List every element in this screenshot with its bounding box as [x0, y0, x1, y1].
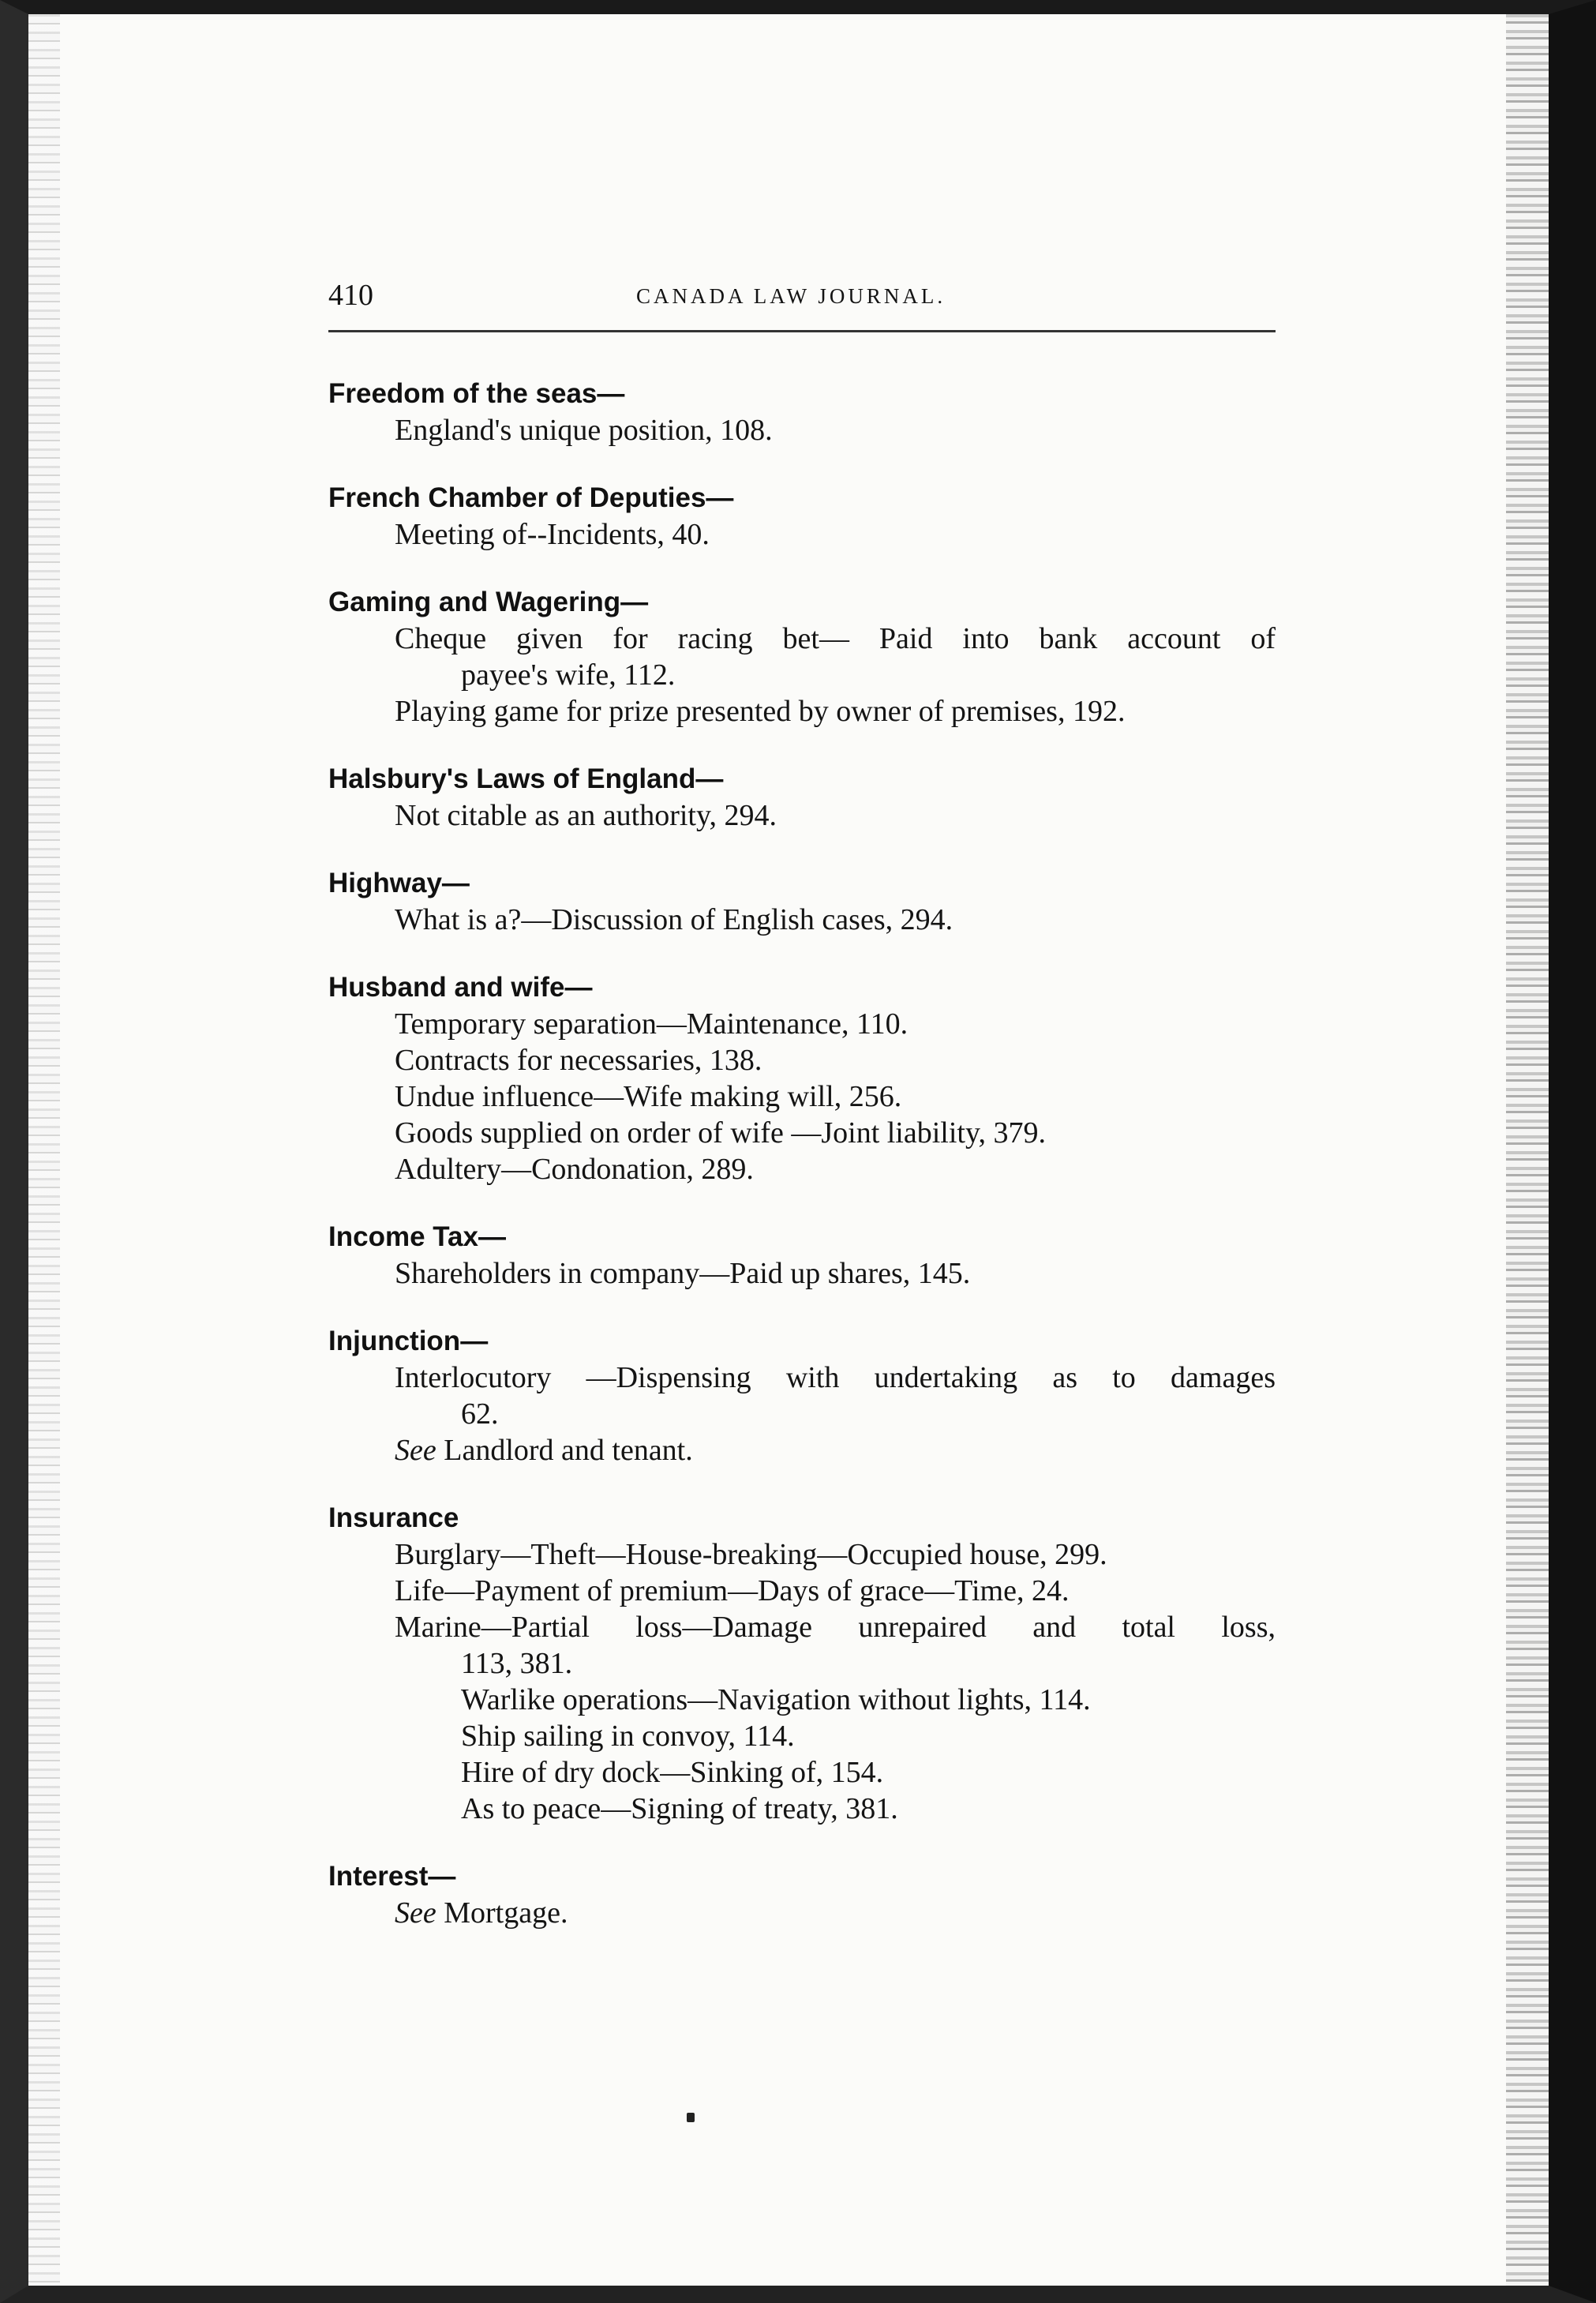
entry-see-also — [328, 1432, 1276, 1468]
binding-edge-noise — [28, 14, 60, 2286]
entry-line: Temporary separation—Maintenance, 110. — [395, 1007, 909, 1041]
entry-line: Interlocutory —Dispensing with undertaking as to damages — [395, 1361, 1276, 1394]
entry-line: Life—Payment of premium—Days of grace—Time, 24. — [395, 1574, 1070, 1607]
index-entry — [328, 376, 1276, 448]
printer-mark — [687, 2113, 695, 2122]
index-entry — [328, 1859, 1276, 1931]
entry-line: Marine—Partial loss—Damage unrepaired and total loss, — [395, 1611, 1276, 1644]
entry-heading: Income Tax— — [328, 1221, 506, 1252]
see-target: Mortgage. — [444, 1896, 568, 1930]
entry-heading: French Chamber of Deputies— — [328, 482, 734, 513]
index-entry — [328, 584, 1276, 730]
entry-line: Goods supplied on order of wife —Joint liability, 379. — [395, 1116, 1046, 1150]
entry-line: Contracts for necessaries, 138. — [395, 1044, 762, 1077]
page-number: 410 — [328, 279, 373, 312]
entry-heading: Injunction— — [328, 1326, 489, 1356]
header-rule — [328, 330, 1276, 332]
entry-heading: Gaming and Wagering— — [328, 587, 649, 617]
document-page — [328, 278, 1276, 1930]
index-entries — [328, 376, 1276, 1963]
entry-heading: Freedom of the seas— — [328, 378, 625, 409]
entry-line: Shareholders in company—Paid up shares, 145. — [395, 1257, 971, 1290]
entry-line: Meeting of--Incidents, 40. — [395, 518, 710, 551]
entry-heading: Husband and wife— — [328, 972, 593, 1003]
entry-line: England's unique position, 108. — [395, 414, 773, 447]
entry-line: Not citable as an authority, 294. — [395, 799, 777, 832]
see-label: See — [395, 1896, 436, 1930]
index-entry — [328, 1219, 1276, 1292]
entry-heading: Interest— — [328, 1861, 456, 1892]
index-entry — [328, 761, 1276, 834]
entry-subline: Warlike operations—Navigation without lights, 114. — [461, 1683, 1091, 1716]
see-label: See — [395, 1434, 436, 1467]
running-header — [328, 278, 1276, 325]
index-entry — [328, 865, 1276, 938]
index-entry — [328, 1323, 1276, 1468]
entry-subline: As to peace—Signing of treaty, 381. — [461, 1792, 898, 1825]
entry-see-also — [328, 1895, 1276, 1931]
entry-line: Burglary—Theft—House-breaking—Occupied house, 299. — [395, 1538, 1107, 1571]
page-edge-noise — [1506, 14, 1549, 2286]
entry-heading: Halsbury's Laws of England— — [328, 763, 724, 794]
entry-line-continuation: 113, 381. — [461, 1647, 573, 1680]
journal-title: CANADA LAW JOURNAL. — [636, 284, 946, 308]
entry-line-continuation: 62. — [461, 1397, 499, 1431]
entry-line: Cheque given for racing bet— Paid into bank account of — [395, 622, 1276, 655]
entry-line: Undue influence—Wife making will, 256. — [395, 1080, 902, 1113]
entry-line-continuation: payee's wife, 112. — [461, 658, 676, 692]
entry-line: Playing game for prize presented by owner of premises, 192. — [395, 695, 1126, 728]
index-entry — [328, 1500, 1276, 1827]
entry-heading: Highway— — [328, 868, 470, 898]
see-target: Landlord and tenant. — [444, 1434, 693, 1467]
index-entry — [328, 480, 1276, 553]
entry-subline: Hire of dry dock—Sinking of, 154. — [461, 1756, 884, 1789]
entry-heading: Insurance — [328, 1502, 459, 1533]
entry-line: Adultery—Condonation, 289. — [395, 1153, 754, 1186]
entry-subline: Ship sailing in convoy, 114. — [461, 1720, 795, 1753]
entry-line: What is a?—Discussion of English cases, 294. — [395, 903, 953, 936]
index-entry — [328, 970, 1276, 1187]
